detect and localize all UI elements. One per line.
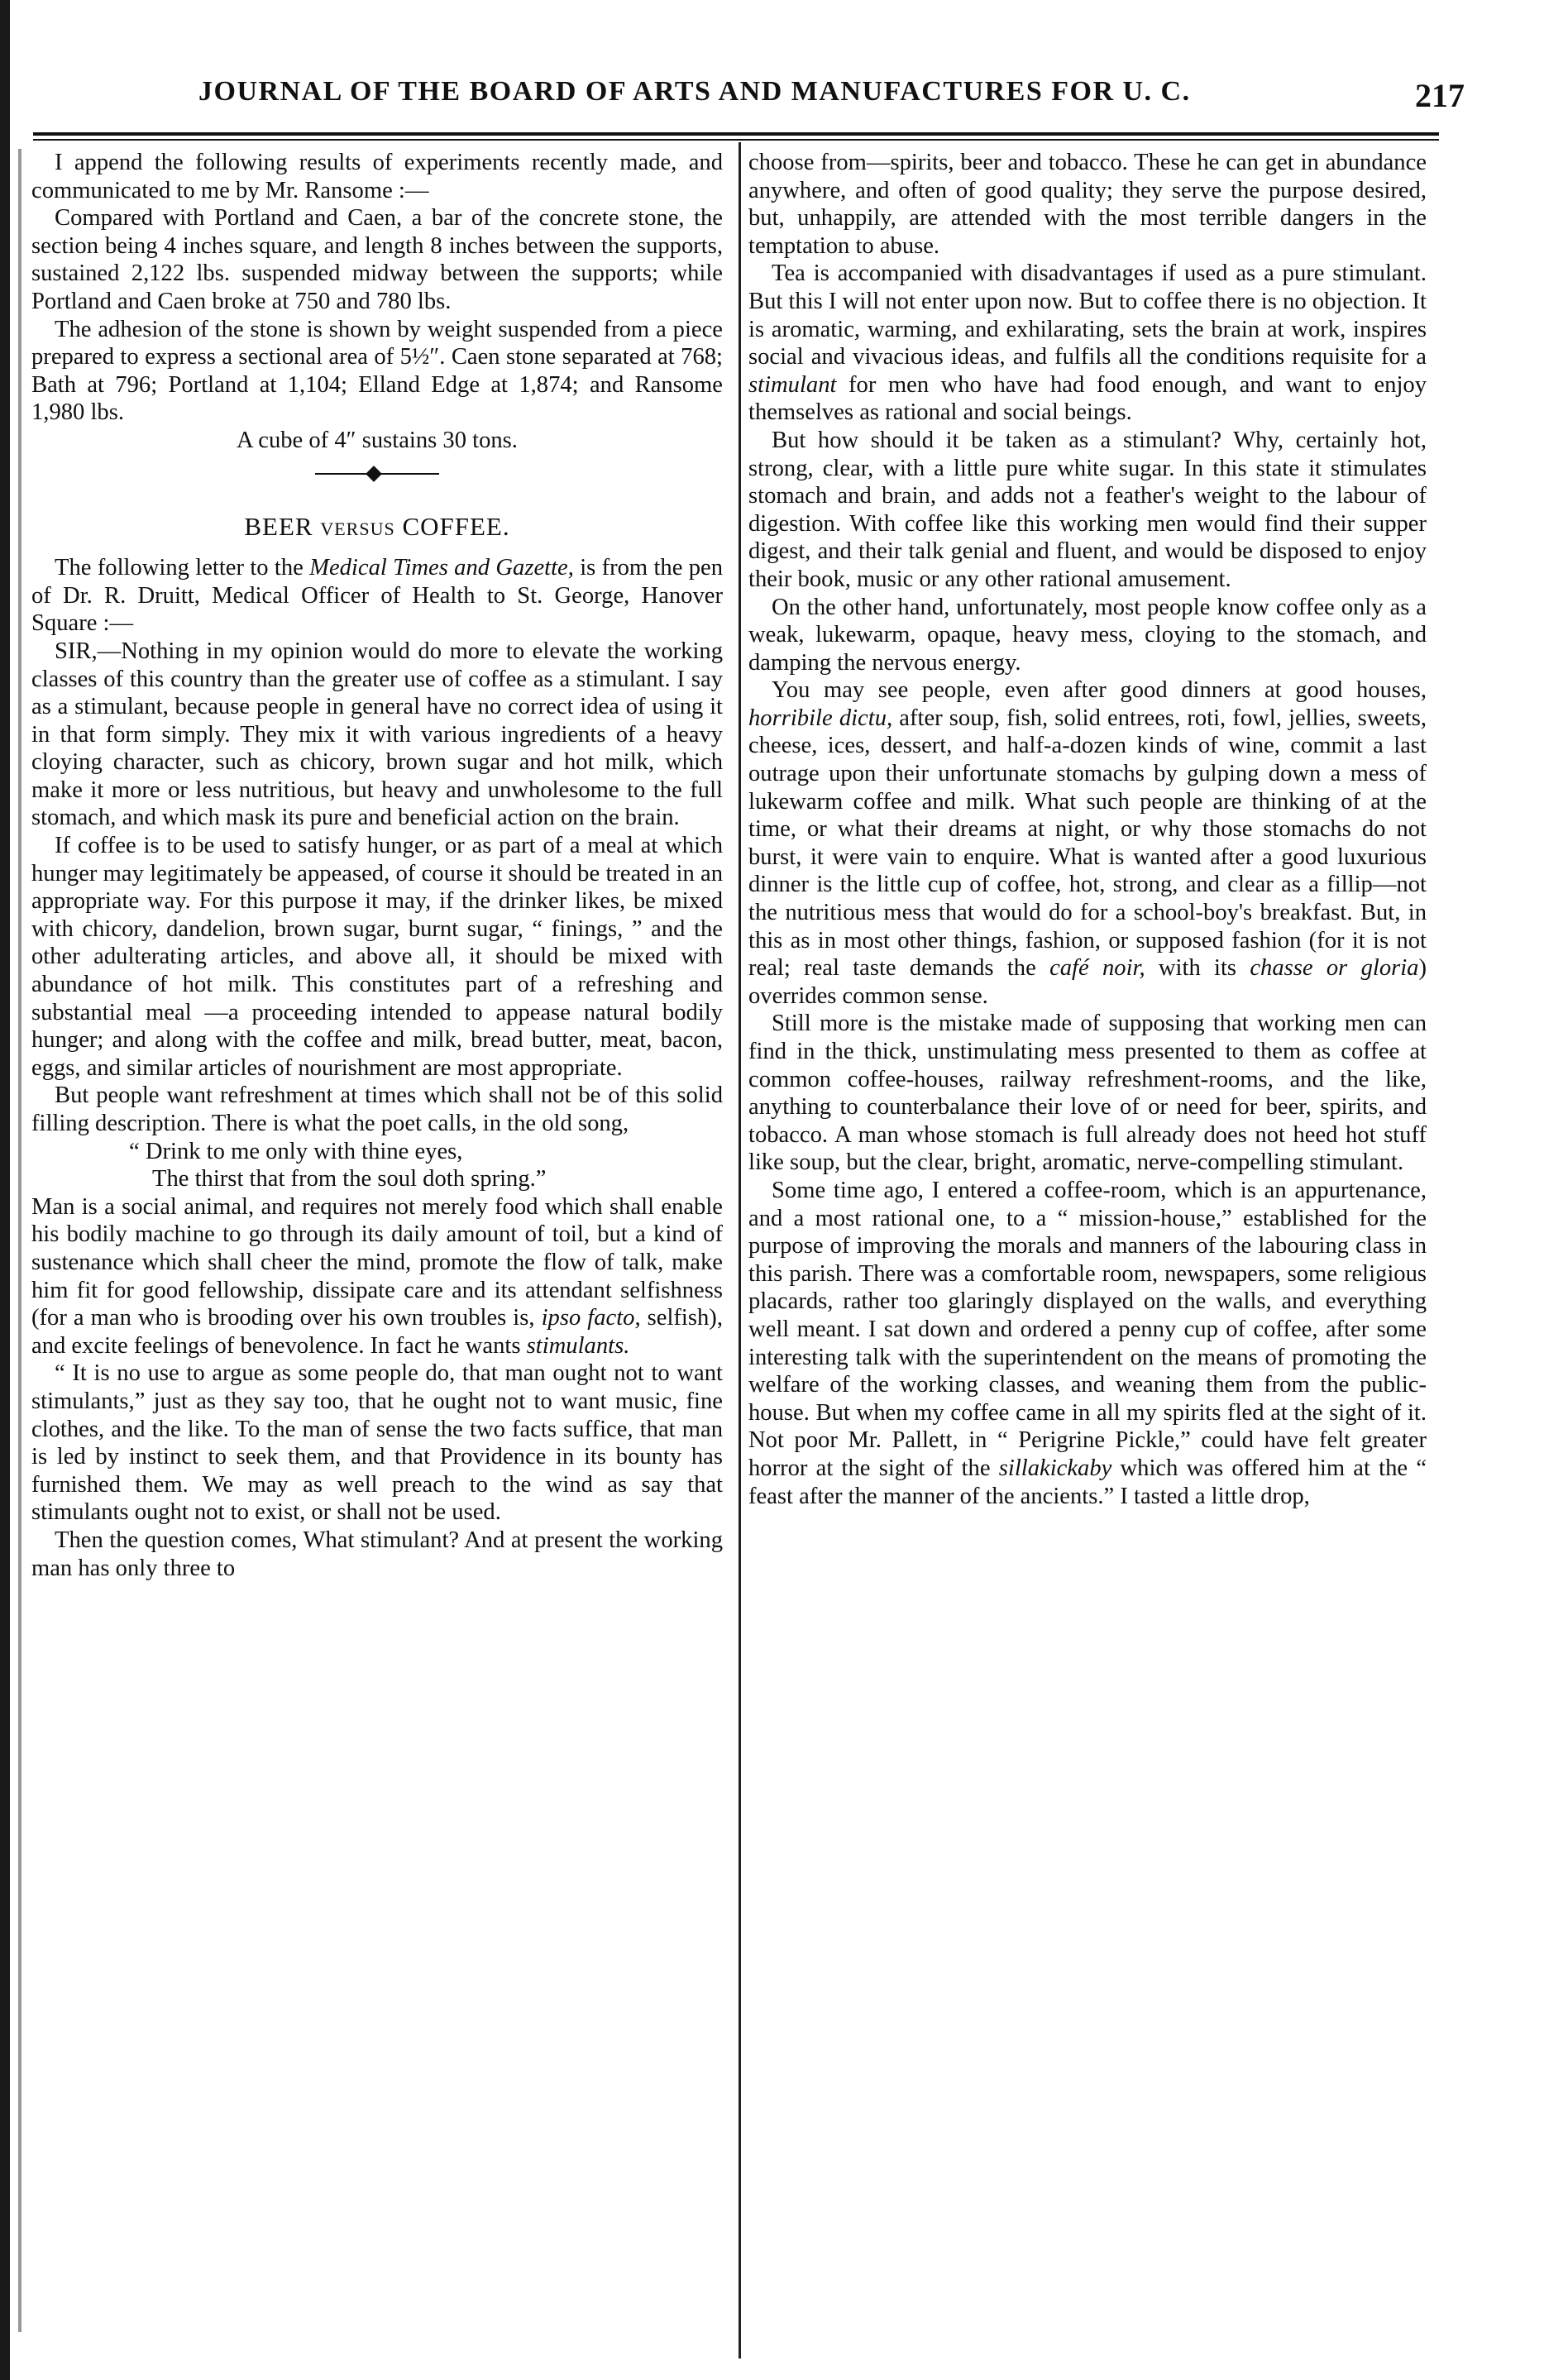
poem-line: The thirst that from the soul doth spring.” <box>152 1166 547 1192</box>
paragraph: You may see people, even after good dinners at good houses, horribile dictu, after soup, fish, solid entrees, roti, fowl, jellies, sweets, cheese, ices, dessert, and half-a-dozen kinds of wine, commit a last outrage upon their unfortunate stomachs by gulping down a mess of lukewarm coffee and milk. What such people are thinking of at the time, or what their dreams at night, or why those stomachs do not burst, it were vain to enquire. What is wanted after a good luxurious dinner is the little cup of coffee, hot, strong, and clear as a fillip—not the nutritious mess that would do for a school-boy's breakfast. But, in this as in most other things, fashion, or supposed fashion (for it is not real; real taste demands the café noir, with its chasse or gloria) overrides common sense. <box>748 677 1427 1009</box>
paragraph: But people want refreshment at times which shall not be of this solid filling description. There is what the poet calls, in the old song, <box>31 1082 723 1136</box>
section-title-versus: VERSUS <box>320 518 395 539</box>
paragraph: Still more is the mistake made of supposing that working men can find in the thick, unstimulating mess presented to them as coffee at common coffee-houses, railway refreshment-rooms, and the like, anything to counterbalance their love of or need for beer, spirits, and tobacco. A man whose stomach is full already does not heed hot stuff like soup, but the clear, bright, aromatic, nerve-compelling stimulant. <box>748 1011 1427 1176</box>
paragraph: Compared with Portland and Caen, a bar of the concrete stone, the section being 4 inches square, and length 8 inches between the supports, sustained 2,122 lbs. suspended midway between the supports; while Portland and Caen broke at 750 and 780 lbs. <box>31 205 723 314</box>
binding-shadow <box>18 149 22 2332</box>
left-column <box>31 149 723 1582</box>
paragraph: But how should it be taken as a stimulant? Why, certainly hot, strong, clear, with a little pure white sugar. In this state it stimulates stomach and brain, and adds not a feather's weight to the labour of digestion. With coffee like this working men would find their supper digest, and their talk genial and fluent, and would be disposed to enjoy their book, music or any other rational amusement. <box>748 427 1427 592</box>
section-title-word: BEER <box>244 511 313 541</box>
header-rule-thin <box>33 139 1439 141</box>
paragraph: Tea is accompanied with disadvantages if used as a pure stimulant. But this I will not enter upon now. But to coffee there is no objection. It is aromatic, warming, and exhilarating, sets the brain at work, inspires social and vivacious ideas, and fulfils all the conditions requisite for a stimulant for men who have had food enough, and want to enjoy themselves as rational and social beings. <box>748 260 1427 426</box>
paragraph: If coffee is to be used to satisfy hunger, or as part of a meal at which hunger may legitimately be appeased, of course it should be treated in an appropriate way. For this purpose it may, if the drinker likes, be mixed with chicory, dandelion, brown sugar, burnt sugar, “ finings, ” and the other adulterating articles, and above all, it should be mixed with abundance of hot milk. This constitutes part of a refreshing and substantial meal —a proceeding intended to appease natural bodily hunger; and along with the coffee and milk, bread butter, meat, bacon, eggs, and similar articles of nourishment are most appropriate. <box>31 833 723 1081</box>
paragraph: Some time ago, I entered a coffee-room, which is an appurtenance, and a most rational one, to a “ mission-house,” established for the purpose of improving the morals and manners of the labouring class in this parish. There was a comfortable room, newspapers, some religious placards, rather too glaringly displayed on the walls, and everything well meant. I sat down and ordered a penny cup of coffee, after some interesting talk with the superintendent on the means of promoting the welfare of the working classes, and weaning them from the public-house. But when my coffee came in all my spirits fled at the sight of it. Not poor Mr. Pallett, in “ Perigrine Pickle,” could have felt greater horror at the sight of the sillakickaby which was offered him at the “ feast after the manner of the ancients.” I tasted a little drop, <box>748 1177 1427 1509</box>
section-title-word: COFFEE. <box>402 511 510 541</box>
paragraph: The following letter to the Medical Times and Gazette, is from the pen of Dr. R. Druitt, Medical Officer of Health to St. George, Hanover Square :— <box>31 555 723 637</box>
paragraph: Man is a social animal, and requires not merely food which shall enable his bodily machine to go through its daily amount of toil, but a kind of sustenance which shall cheer the mind, promote the flow of talk, make him fit for good fellowship, dissipate care and its attendant selfishness (for a man who is brooding over his own troubles is, ipso facto, selfish), and excite feelings of benevolence. In fact he wants stimulants. <box>31 1193 723 1359</box>
section-ornament <box>315 468 439 480</box>
paragraph: The adhesion of the stone is shown by weight suspended from a piece prepared to express a sectional area of 5½″. Caen stone separated at 768; Bath at 796; Portland at 1,104; Elland Edge at 1,874; and Ransome 1,980 lbs. <box>31 316 723 426</box>
paragraph: On the other hand, unfortunately, most people know coffee only as a weak, lukewarm, opaque, heavy mess, cloying to the stomach, and damping the nervous energy. <box>748 594 1427 676</box>
paragraph: A cube of 4″ sustains 30 tons. <box>237 427 518 453</box>
paragraph: SIR,—Nothing in my opinion would do more to elevate the working classes of this country than the greater use of coffee as a stimulant. I say as a stimulant, because people in general have no correct idea of using it in that form simply. They mix it with various ingredients of a heavy cloying character, such as chicory, brown sugar and hot milk, which make it more or less nutritious, but heavy and unwholesome to the full stomach, and which mask its pure and beneficial action on the brain. <box>31 638 723 831</box>
paragraph: I append the following results of experiments recently made, and communicated to me by Mr. Ransome :— <box>31 150 723 203</box>
right-column <box>748 149 1427 1510</box>
section-title <box>31 513 723 543</box>
paragraph: choose from—spirits, beer and tobacco. These he can get in abundance anywhere, and often of good quality; they serve the purpose desired, but, unhappily, are attended with the most terrible dangers in the temptation to abuse. <box>748 150 1427 259</box>
column-divider <box>739 142 741 2358</box>
page-number: 217 <box>1415 77 1465 114</box>
paragraph: “ It is no use to argue as some people do, that man ought not to want stimulants,” just as they say too, that he ought not to want music, fine clothes, and the like. To the man of sense the two facts suffice, that man is led by instinct to seek them, and that Providence in its bounty has furnished them. We may as well preach to the wind as say that stimulants ought not to exist, or shall not be used. <box>31 1360 723 1526</box>
binding-edge <box>0 0 10 2380</box>
poem-line: “ Drink to me only with thine eyes, <box>129 1138 463 1164</box>
paragraph: Then the question comes, What stimulant? And at present the working man has only three to <box>31 1527 723 1581</box>
running-title: JOURNAL OF THE BOARD OF ARTS AND MANUFACTURES FOR U. C. <box>198 76 1191 107</box>
header-rule <box>33 132 1439 136</box>
